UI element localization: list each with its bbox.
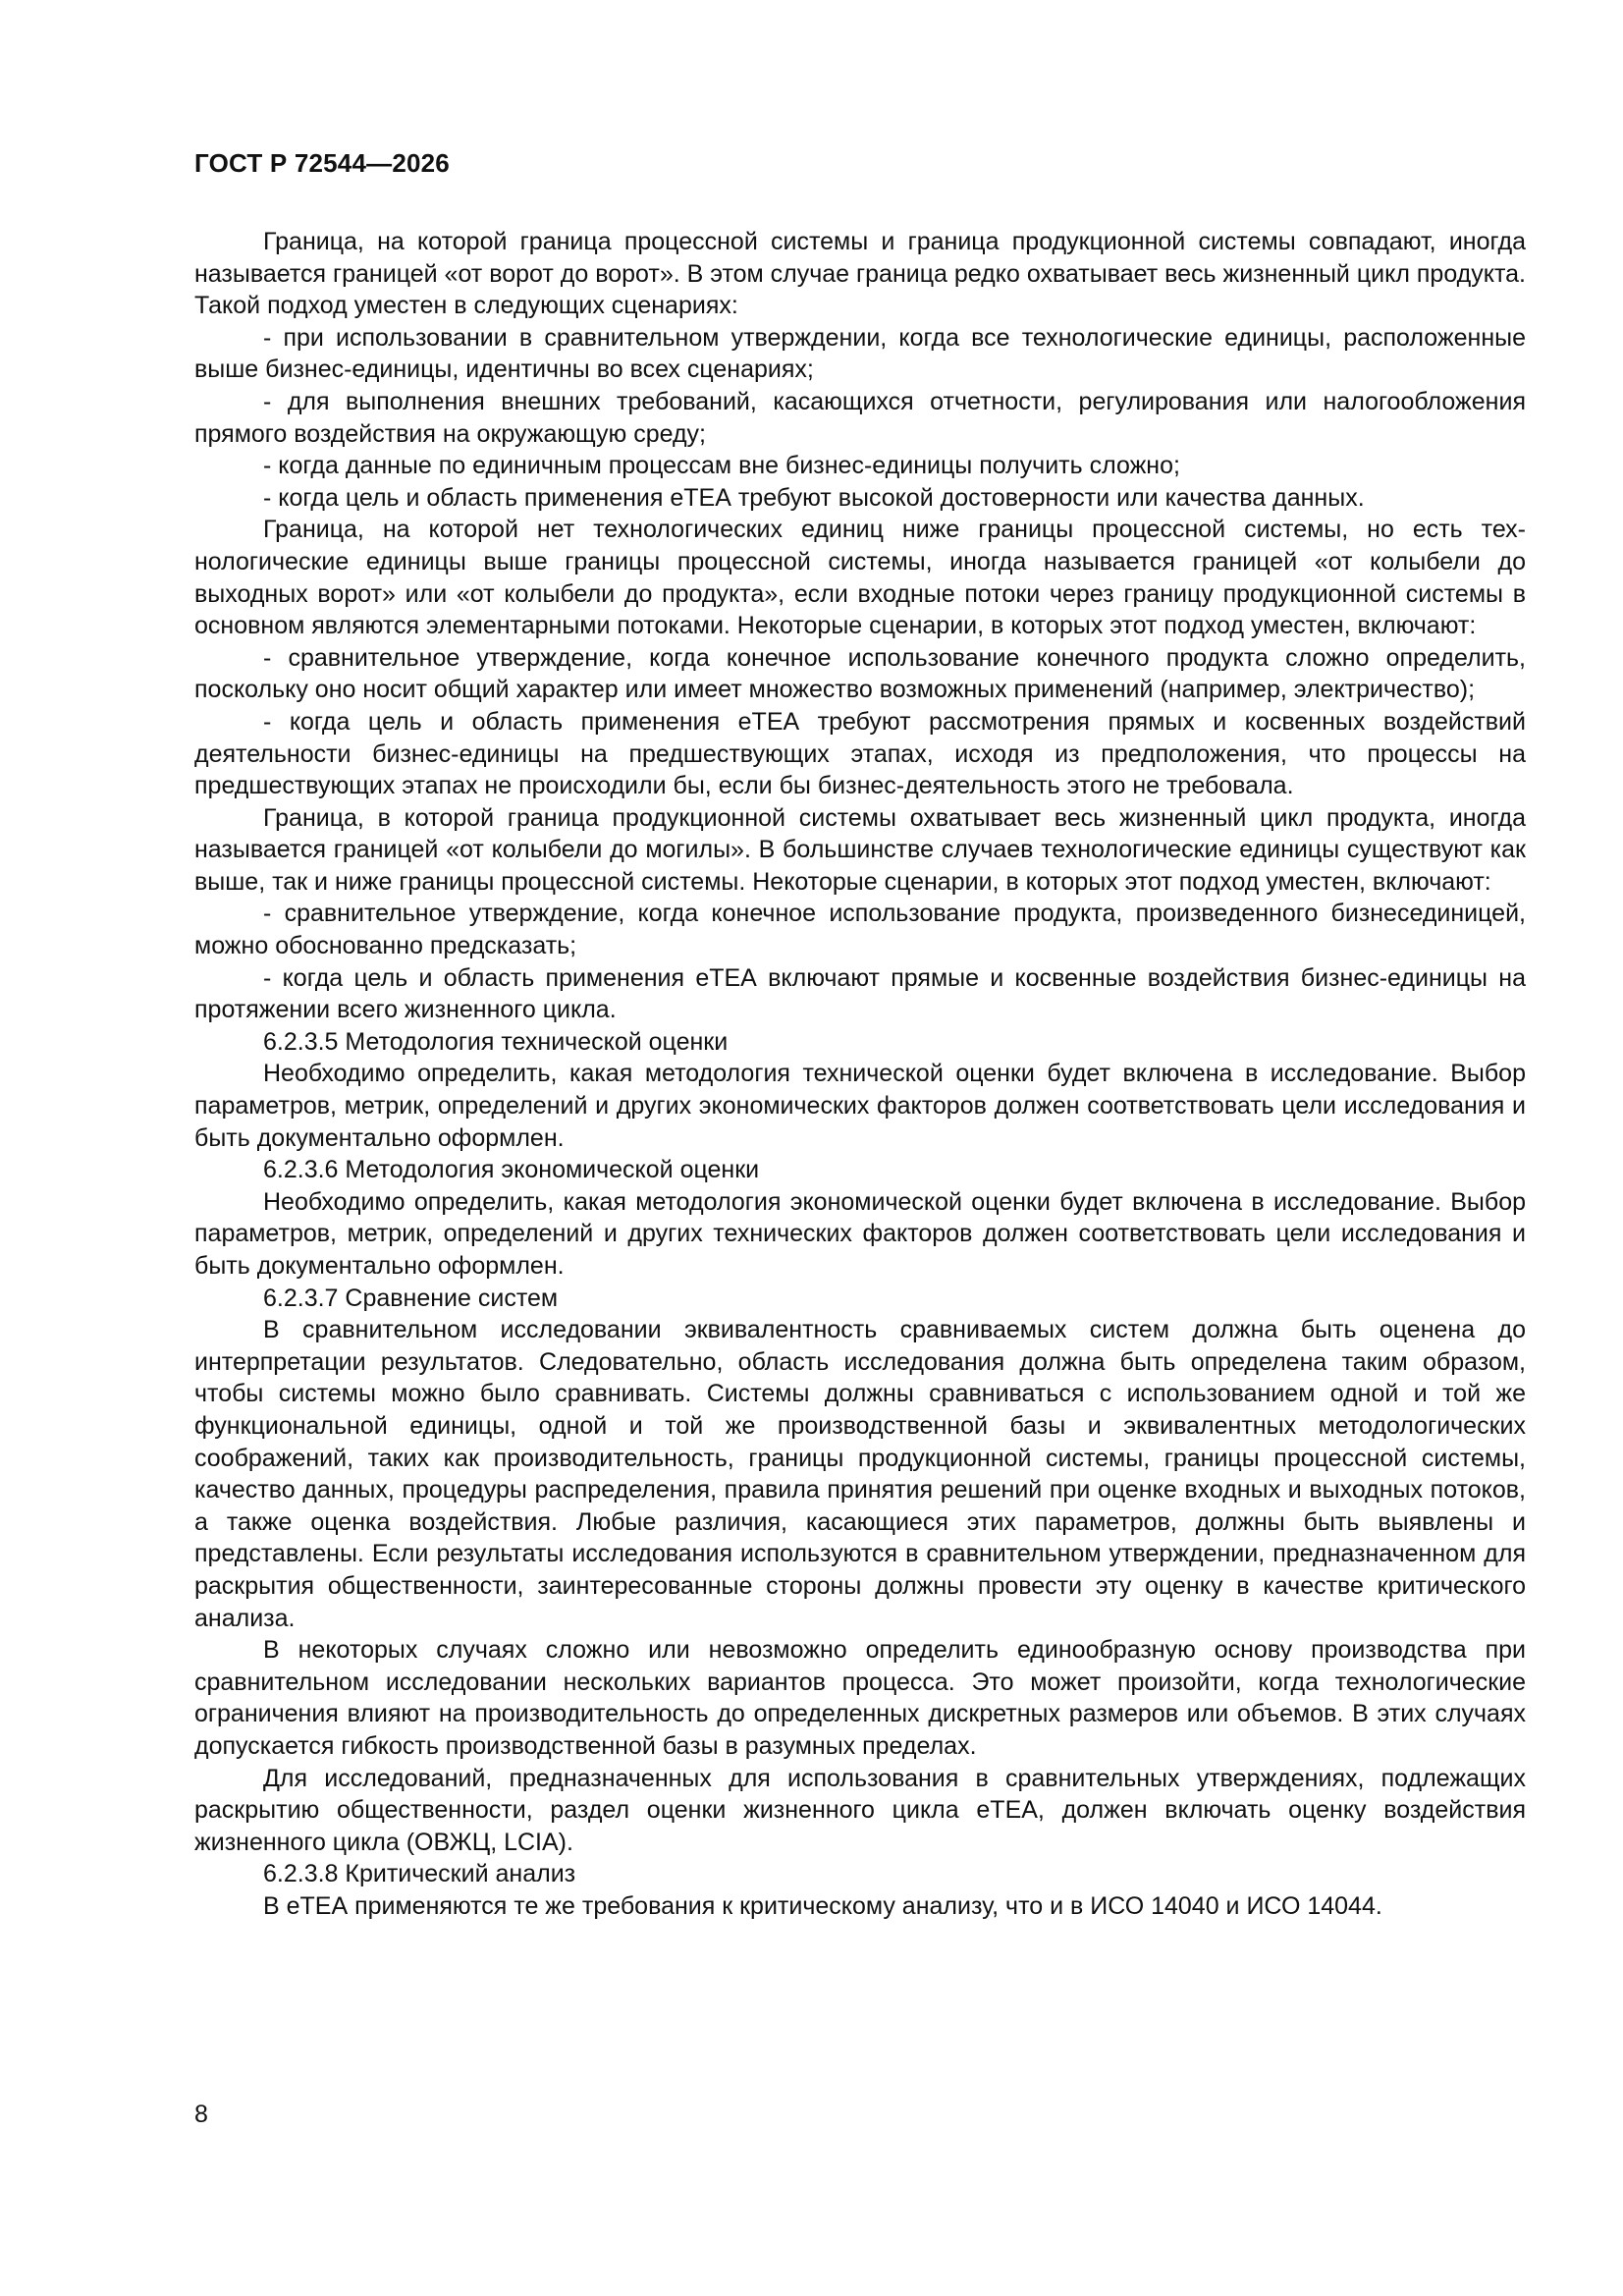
section-heading: 6.2.3.7 Сравнение систем [263, 1284, 559, 1312]
paragraph: В еТЕА применяются те же требования к критическому анализу, что и в ИСО 14040 и ИСО 14044. [263, 1891, 1382, 1920]
page-number: 8 [194, 2101, 208, 2128]
list-item: - когда данные по единичным процессам вне бизнес-единицы получить сложно; [263, 452, 1180, 480]
paragraph: Необходимо определить, какая методология экономической оценки будет включена в исследование. Выбор параметров, метрик, определений и других технических факторов должен соответствовать цели исследования и быть документально оформлен. [194, 1187, 1526, 1280]
paragraph: В некоторых случаях сложно или невозможно определить единообразную основу производства при сравнительном исследовании нескольких вариантов процесса. Это может произойти, когда технологические ограничения влияют на производительность до определенных дискретных размеров или объемов. В этих случаях допускается гибкость производственной базы в разумных пределах. [194, 1636, 1526, 1760]
list-item: - когда цель и область применения еТЕА требуют высокой достоверности или качества данных. [263, 483, 1365, 512]
document-body [194, 226, 1526, 1922]
document-id: ГОСТ Р 72544—2026 [194, 148, 450, 178]
list-item: - сравнительное утверждение, когда конечное использование продукта, произведенного бизнесединицей, можно обоснованно предсказать; [194, 900, 1526, 960]
section-heading: 6.2.3.5 Методология технической оценки [263, 1027, 729, 1056]
paragraph: Необходимо определить, какая методология технической оценки будет включена в исследование. Выбор параметров, метрик, определений и других экономических факторов должен соответствовать цели исследования и быть документально оформлен. [194, 1060, 1526, 1152]
list-item: - для выполнения внешних требований, касающихся отчетности, регулирования или налогообложения прямого воздействия на окружающую среду; [194, 387, 1526, 448]
paragraph: Граница, на которой граница процессной системы и граница продукционной системы совпадают, иногда называется границей «от ворот до ворот». В этом случае граница редко охватывает весь жизненный цикл продукта. Такой подход уместен в следующих сценариях: [194, 228, 1526, 320]
section-heading: 6.2.3.8 Критический анализ [263, 1860, 576, 1888]
paragraph: В сравнительном исследовании эквивалентность сравниваемых систем должна быть оценена до интерпретации результатов. Следовательно, область исследования должна быть определена таким образом, чтобы системы можно было сравнивать. Системы должны сравниваться с использованием одной и той же функциональной единицы, одной и той же производственной базы и эквивалентных методологических соображений, таких как производительность, границы продукционной системы, границы процессной системы, качество данных, процедуры распределения, правила принятия решений при оценке входных и выходных потоков, а также оценка воздействия. Любые различия, касающиеся этих параметров, должны быть выявлены и представлены. Если результаты исследования используются в сравнительном утверждении, предназначенном для раскрытия общественности, заинтересованные стороны должны провести эту оценку в качестве критического анализа. [194, 1316, 1526, 1632]
list-item: - при использовании в сравнительном утверждении, когда все технологические единицы, расположенные выше бизнес-единицы, идентичны во всех сценариях; [194, 323, 1526, 384]
paragraph: Для исследований, предназначенных для использования в сравнительных утверждениях, подлежащих раскрытию общественности, раздел оценки жизненного цикла еТЕА, должен включать оценку воздействия жизненного цикла (ОВЖЦ, LCIA). [194, 1764, 1526, 1856]
list-item: - когда цель и область применения еТЕА требуют рассмотрения прямых и косвенных воздействий деятельности бизнес-единицы на предшествующих этапах, исходя из предположения, что процессы на предшествующих этапах не происходили бы, если бы бизнес-деятельность этого не требовала. [194, 707, 1526, 800]
paragraph: Граница, в которой граница продукционной системы охватывает весь жизненный цикл продукта, иногда называется границей «от колыбели до могилы». В большинстве случаев технологические единицы существуют как выше, так и ниже границы процессной системы. Некоторые сценарии, в которых этот подход уместен, включают: [194, 803, 1526, 896]
section-heading: 6.2.3.6 Методология экономической оценки [263, 1156, 760, 1184]
paragraph: Граница, на которой нет технологических единиц ниже границы процессной системы, но есть технологические единицы выше границы процессной системы, иногда называется границей «от колыбели до выходных ворот» или «от колыбели до продукта», если входные потоки через границу продукционной системы в основном являются элементарными потоками. Некоторые сценарии, в которых этот подход уместен, включают: [194, 516, 1526, 640]
list-item: - сравнительное утверждение, когда конечное использование конечного продукта сложно определить, поскольку оно носит общий характер или имеет множество возможных применений (например, электричество); [194, 643, 1526, 704]
list-item: - когда цель и область применения еТЕА включают прямые и косвенные воздействия бизнес-единицы на протяжении всего жизненного цикла. [194, 963, 1526, 1024]
